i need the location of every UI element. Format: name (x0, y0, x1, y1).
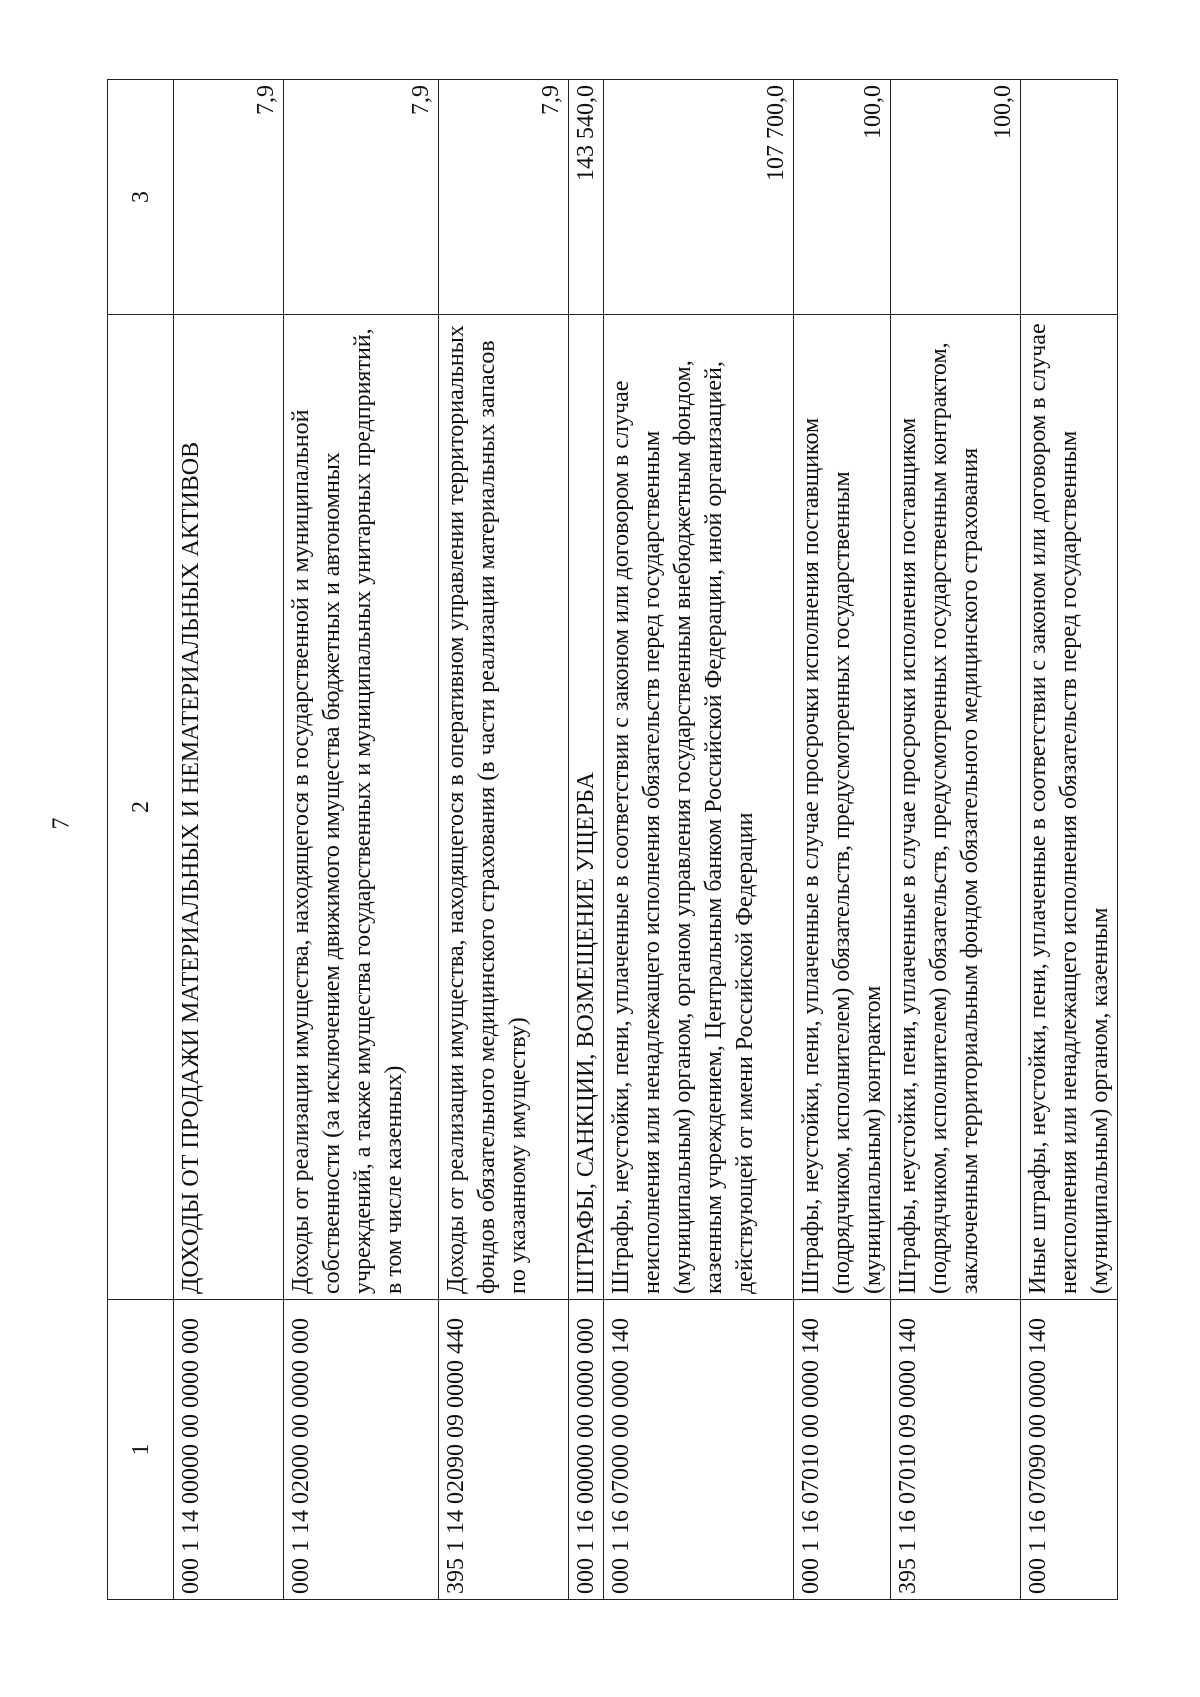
column-header: 3 (108, 80, 174, 315)
row-amount: 7,9 (174, 80, 284, 315)
row-code: 000 1 14 00000 00 0000 000 (174, 1300, 284, 1600)
table-row (891, 80, 1021, 1600)
revenue-table (107, 79, 1118, 1600)
row-code: 000 1 16 07000 00 0000 140 (604, 1300, 794, 1600)
row-description: Штрафы, неустойки, пени, уплаченные в соответствии с законом или договором в случае неисполнения или ненадлежащего исполнения обязательств перед государственным (муниципальным) органом, органом управления государственным внебюджетным фондом, казенным учреждением, Центральным банком Российской Федерации, иной организацией, действующей от имени Российской Федерации (604, 315, 794, 1300)
row-code: 000 1 16 00000 00 0000 000 (569, 1300, 604, 1600)
row-amount: 100,0 (891, 80, 1021, 315)
row-amount: 7,9 (439, 80, 569, 315)
page-number: 7 (48, 817, 75, 830)
column-header: 1 (108, 1300, 174, 1600)
row-description: Доходы от реализации имущества, находящегося в государственной и муниципальной собственности (за исключением движимого имущества бюджетных и автономных учреждений, а также имущества государственных и муниципальных унитарных предприятий, в том числе казенных) (284, 315, 439, 1300)
row-amount: 7,9 (284, 80, 439, 315)
row-code: 395 1 16 07010 09 0000 140 (891, 1300, 1021, 1600)
table-row (174, 80, 284, 1600)
table-row (604, 80, 794, 1600)
row-description: ДОХОДЫ ОТ ПРОДАЖИ МАТЕРИАЛЬНЫХ И НЕМАТЕРИАЛЬНЫХ АКТИВОВ (174, 315, 284, 1300)
row-amount: 143 540,0 (569, 80, 604, 315)
row-description: Доходы от реализации имущества, находящегося в оперативном управлении территориальных фондов обязательного медицинского страхования (в части реализации материальных запасов по указанному имуществу) (439, 315, 569, 1300)
row-amount: 100,0 (794, 80, 891, 315)
table-row (439, 80, 569, 1600)
row-amount: 107 700,0 (604, 80, 794, 315)
row-code: 395 1 14 02090 09 0000 440 (439, 1300, 569, 1600)
table-row (569, 80, 604, 1600)
table-row (1021, 80, 1118, 1600)
rotated-page-content (107, 80, 1113, 1600)
row-code: 000 1 14 02000 00 0000 000 (284, 1300, 439, 1600)
column-header: 2 (108, 315, 174, 1300)
table-header-row (108, 80, 174, 1600)
row-code: 000 1 16 07010 00 0000 140 (794, 1300, 891, 1600)
table-row (794, 80, 891, 1600)
row-description: ШТРАФЫ, САНКЦИИ, ВОЗМЕЩЕНИЕ УЩЕРБА (569, 315, 604, 1300)
row-description: Иные штрафы, неустойки, пени, уплаченные в соответствии с законом или договором в случае неисполнения или ненадлежащего исполнения обязательств перед государственным (муниципальным) органом, казенным (1021, 315, 1118, 1300)
row-code: 000 1 16 07090 00 0000 140 (1021, 1300, 1118, 1600)
row-description: Штрафы, неустойки, пени, уплаченные в случае просрочки исполнения поставщиком (подрядчиком, исполнителем) обязательств, предусмотренных государственным (муниципальным) контрактом (794, 315, 891, 1300)
row-description: Штрафы, неустойки, пени, уплаченные в случае просрочки исполнения поставщиком (подрядчиком, исполнителем) обязательств, предусмотренных государственным контрактом, заключенным территориальным фондом обязательного медицинского страхования (891, 315, 1021, 1300)
row-amount (1021, 80, 1118, 315)
table-row (284, 80, 439, 1600)
